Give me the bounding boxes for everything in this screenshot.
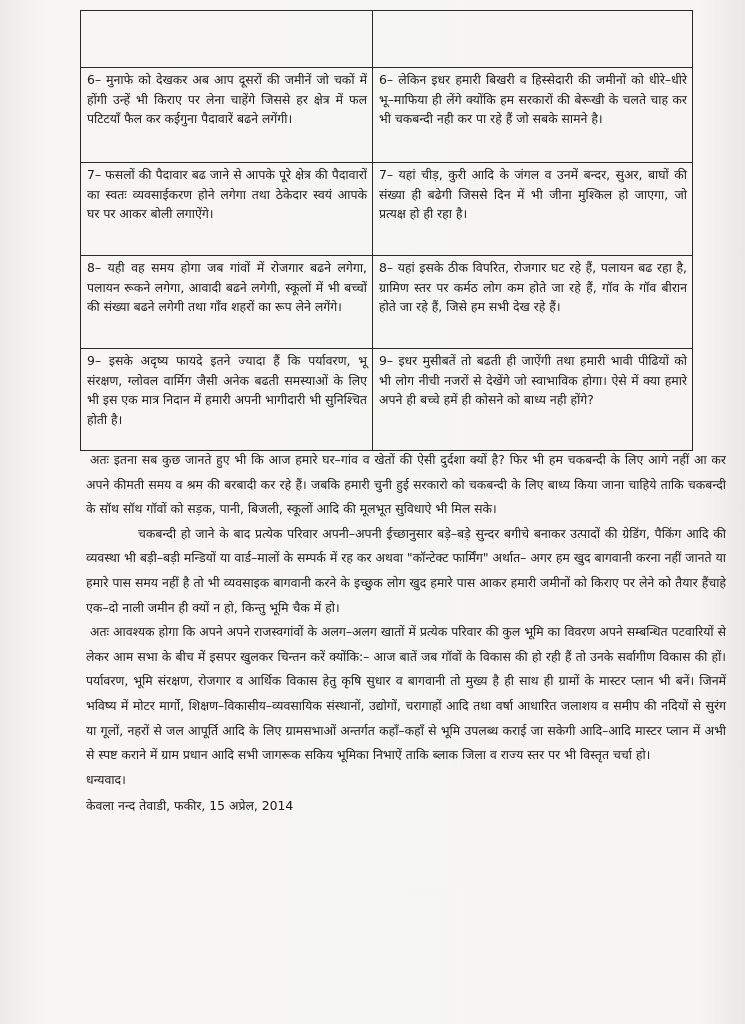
table-cell-right [373, 11, 693, 68]
table-row [81, 68, 693, 163]
table-row-empty [81, 11, 693, 68]
paragraph-conclusion: अतः इतना सब कुछ जानते हुए भी कि आज हमारे घर–गांव व खेतों की ऐसी दुर्दशा क्यों है? फिर भी हम चकबन्दी के लिए आगे नहीं आ कर अपने कीमती समय व श्रम की बरबादी कर रहे हैं। जबकि हमारी चुनी हुई सरकारो को चकबन्दी के लिए बाध्य किया जाना चाहिये ताकि चकबन्दी के सॉथ सॉथ गॉवों को सड़क, पानी, बिजली, स्कूलों आदि की मूलभूत सुविधाऐ भी मिल सके। [86, 452, 726, 517]
signature-line: केवला नन्द तेवाडी, फकीर, 15 अप्रेल, 2014 [86, 798, 294, 814]
table-row [81, 256, 693, 349]
table-cell-right: 6– लेकिन इधर हमारी बिखरी व हिस्सेदारी की जमीनों को धीरे–धीरे भू–माफिया ही लेंगे क्योंकि हम सरकारों की बेरूखी के चलते चाह कर भी चकबन्दी नही कर पा रहे हैं जो सबके सामने है। [373, 68, 693, 163]
table-cell-left: 6– मुनाफे को देखकर अब आप दूसरों की जमीनें जो चकों में होंगी उन्हें भी किराए पर लेना चाहेंगे जिससे हर क्षेत्र में फल पटिटयॉं फैल कर कईगुना पैदावारें बढने लगेंगी। [81, 68, 373, 163]
comparison-table [80, 10, 693, 451]
closing-thanks: धन्यवाद। [86, 771, 126, 787]
table-cell-left: 9– इसके अदृष्य फायदे इतने ज्यादा हैं कि पर्यावरण, भू संरक्षण, ग्लोवल वार्मिग जैसी अनेक बढती समस्याओं के लिए भी इस एक मात्र निदान में हमारी अपनी भागीदारी भी सुनिश्चित होती है। [81, 349, 373, 451]
table-cell-right: 9– इधर मुसीबतें तो बढती ही जाऐंगी तथा हमारी भावी पीढियों को भी लोग नीची नजरों से देखेंगे जो स्वाभाविक होगा। ऐसे में क्या हमारे अपने ही बच्चे हमें ही कोसने को बाध्य नही होंगे? [373, 349, 693, 451]
table-cell-left: 8– यही वह समय होगा जब गांवों में रोजगार बढने लगेगा, पलायन रूकने लगेगा, आवादी बढने लगेगी, स्कूलों में भी बच्चों की संख्या बढने लगेगी तथा गॉंव शहरों का रूप लेने लगेंगे। [81, 256, 373, 349]
paragraph-recommendation: अतः आवश्यक होगा कि अपने अपने राजस्वगांवों के अलग–अलग खातों में प्रत्येक परिवार की कुल भूमि का विवरण अपने सम्बन्धित पटवारियों से लेकर आम सभा के बीच में इसपर खुलकर चिन्तन करें क्योंकि:– आज बातें जब गॉवों के विकास की हो रही हैं तो उनके सर्वागीण विकास की हों। पर्यावरण, भूमि संरक्षण, रोजगार व आर्थिक विकास हेतु कृषि सुधार व बागवानी तो मुख्य है ही साथ ही ग्रामों के मास्टर प्लान भी बनें। जिनमें भविष्य में मोटर मार्गो, शिक्षण–विकासीय–व्यवसायिक संस्थानों, उद्योगों, चरागाहों आदि तथा वर्षा आधारित जलाशय व समीप की नदियों से सुरंग या गूलों, नहरों से जल आपूर्ति आदि के लिए ग्रामसभाओं अन्तर्गत कहॉं–कहॉं से भूमि उपलब्ध कराई जा सकेगी आदि–आदि मास्टर प्लान में अभी से स्पष्ट कराने में ग्राम प्रधान आदि सभी जागरूक सकिय भूमिका निभाऐं ताकि ब्लाक जिला व राज्य स्तर पर भी विस्तृत चर्चा हो। [86, 624, 726, 763]
table-cell-left [81, 11, 373, 68]
table-cell-right: 7– यहां चीड़, कुरी आदि के जंगल व उनमें बन्दर, सुअर, बाघों की संख्या ही बढेगी जिससे दिन में भी जीना मुश्किल हो जाएगा, जो प्रत्यक्ष हो ही रहा है। [373, 163, 693, 256]
paragraph-after-consolidation: चकबन्दी हो जाने के बाद प्रत्येक परिवार अपनी–अपनी ईच्छानुसार बड़े–बड़े सुन्दर बगीचे बनाकर उत्पादों की ग्रेडिंग, पैकिंग आदि की व्यवस्था भी बड़ी–बड़ी मन्डियों या वार्ड–मालों के सम्पर्क में रह कर अथवा "कॉन्टेक्ट फार्मिंग" अर्थात– अगर हम खुद बागवानी करना नहीं जानते या हमारे पास समय नहीं है तो भी व्यवसाइक बागवानी करने के इच्छुक लोग खुद हमारे पास आकर हमारी जमीनों को किराए पर लेने को तैयार हैंचाहे एक–दो नाली जमीन ही क्यों न हो, किन्तु भूमि चैक में हो। [86, 525, 726, 615]
table-row [81, 163, 693, 256]
table-row [81, 349, 693, 451]
body-text [86, 448, 726, 819]
table-cell-right: 8– यहां इसके ठीक विपरित, रोजगार घट रहे हैं, पलायन बढ रहा है, ग्रामिण स्तर पर कर्मठ लोग कम होते जा रहे हैं, गॉव के गॉव बीरान होते जा रहे हैं, जिसे हम सभी देख रहे हैं। [373, 256, 693, 349]
table-cell-left: 7– फसलों की पैदावार बढ जाने से आपके पूरे क्षेत्र की पैदावारों का स्वतः व्यवसाईकरण होने लगेगा तथा ठेकेदार स्वयं आपके घर पर आकर बोली लगाऐंगे। [81, 163, 373, 256]
